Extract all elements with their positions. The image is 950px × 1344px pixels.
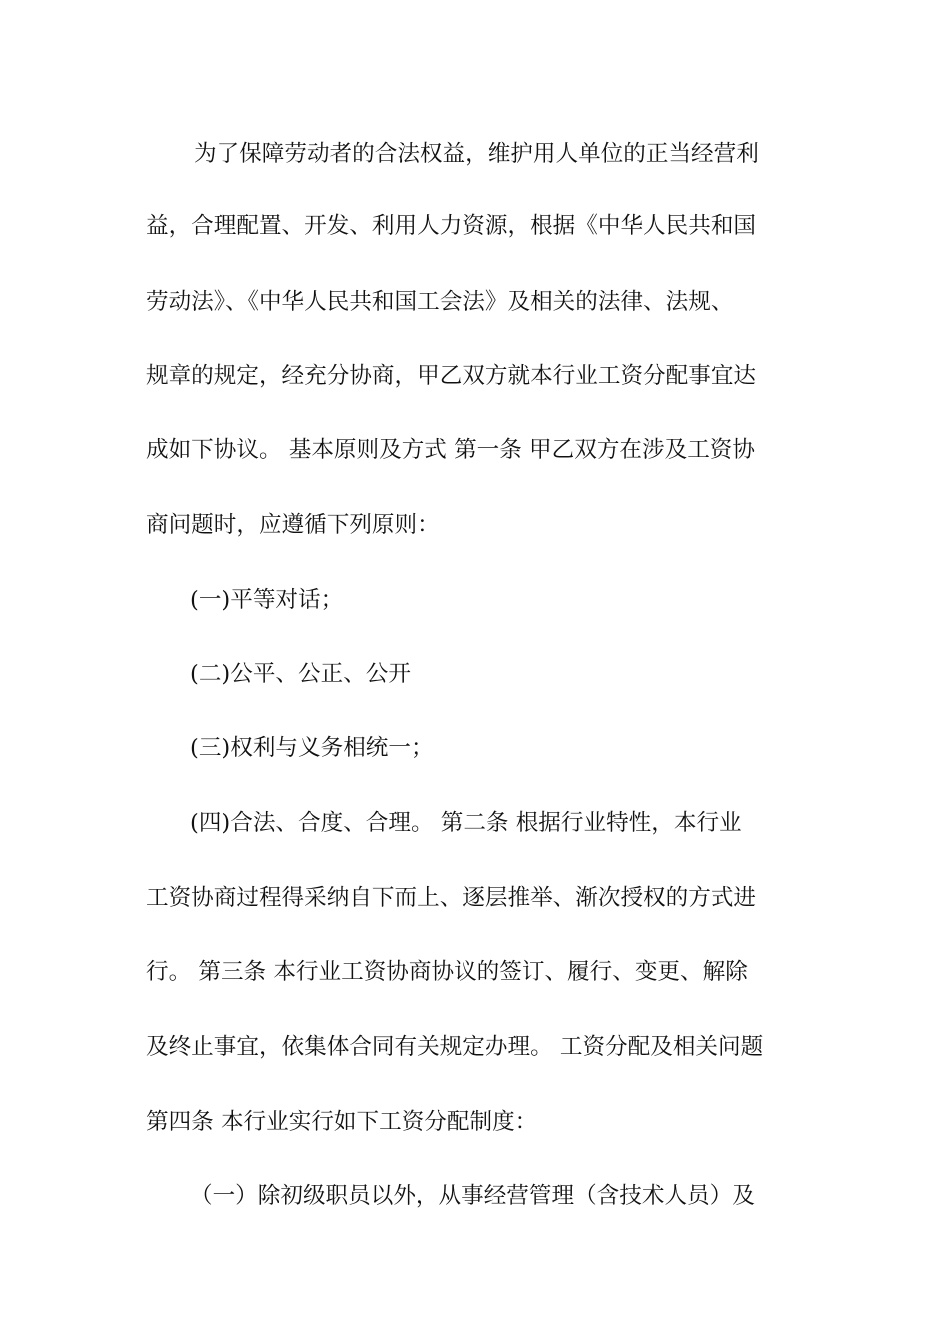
list-item: (四)合法、合度、合理。 第二条 根据行业特性，本行业: [190, 810, 742, 836]
paragraph-line: 第四条 本行业实行如下工资分配制度：: [146, 1109, 538, 1135]
list-item: (三)权利与义务相统一；: [190, 735, 434, 761]
paragraph-line: 工资协商过程得采纳自下而上、逐层推举、渐次授权的方式进: [146, 885, 757, 911]
paragraph-line: 劳动法》、《中华人民共和国工会法》及相关的法律、法规、: [146, 289, 734, 315]
paragraph-line: 规章的规定，经充分协商，甲乙双方就本行业工资分配事宜达: [146, 363, 757, 389]
paragraph-line: 为了保障劳动者的合法权益，维护用人单位的正当经营利: [194, 141, 759, 167]
list-item: （一）除初级职员以外，从事经营管理（含技术人员）及: [190, 1183, 755, 1209]
list-item: (一)平等对话；: [190, 587, 344, 613]
paragraph-line: 成如下协议。 基本原则及方式 第一条 甲乙双方在涉及工资协: [146, 437, 755, 463]
paragraph-line: 行。 第三条 本行业工资协商协议的签订、履行、变更、解除: [146, 959, 748, 985]
paragraph-line: 及终止事宜，依集体合同有关规定办理。 工资分配及相关问题: [146, 1034, 764, 1060]
list-item: (二)公平、公正、公开: [190, 661, 411, 687]
paragraph-line: 益，合理配置、开发、利用人力资源，根据《中华人民共和国: [146, 213, 757, 239]
paragraph-line: 商问题时，应遵循下列原则：: [146, 512, 440, 538]
